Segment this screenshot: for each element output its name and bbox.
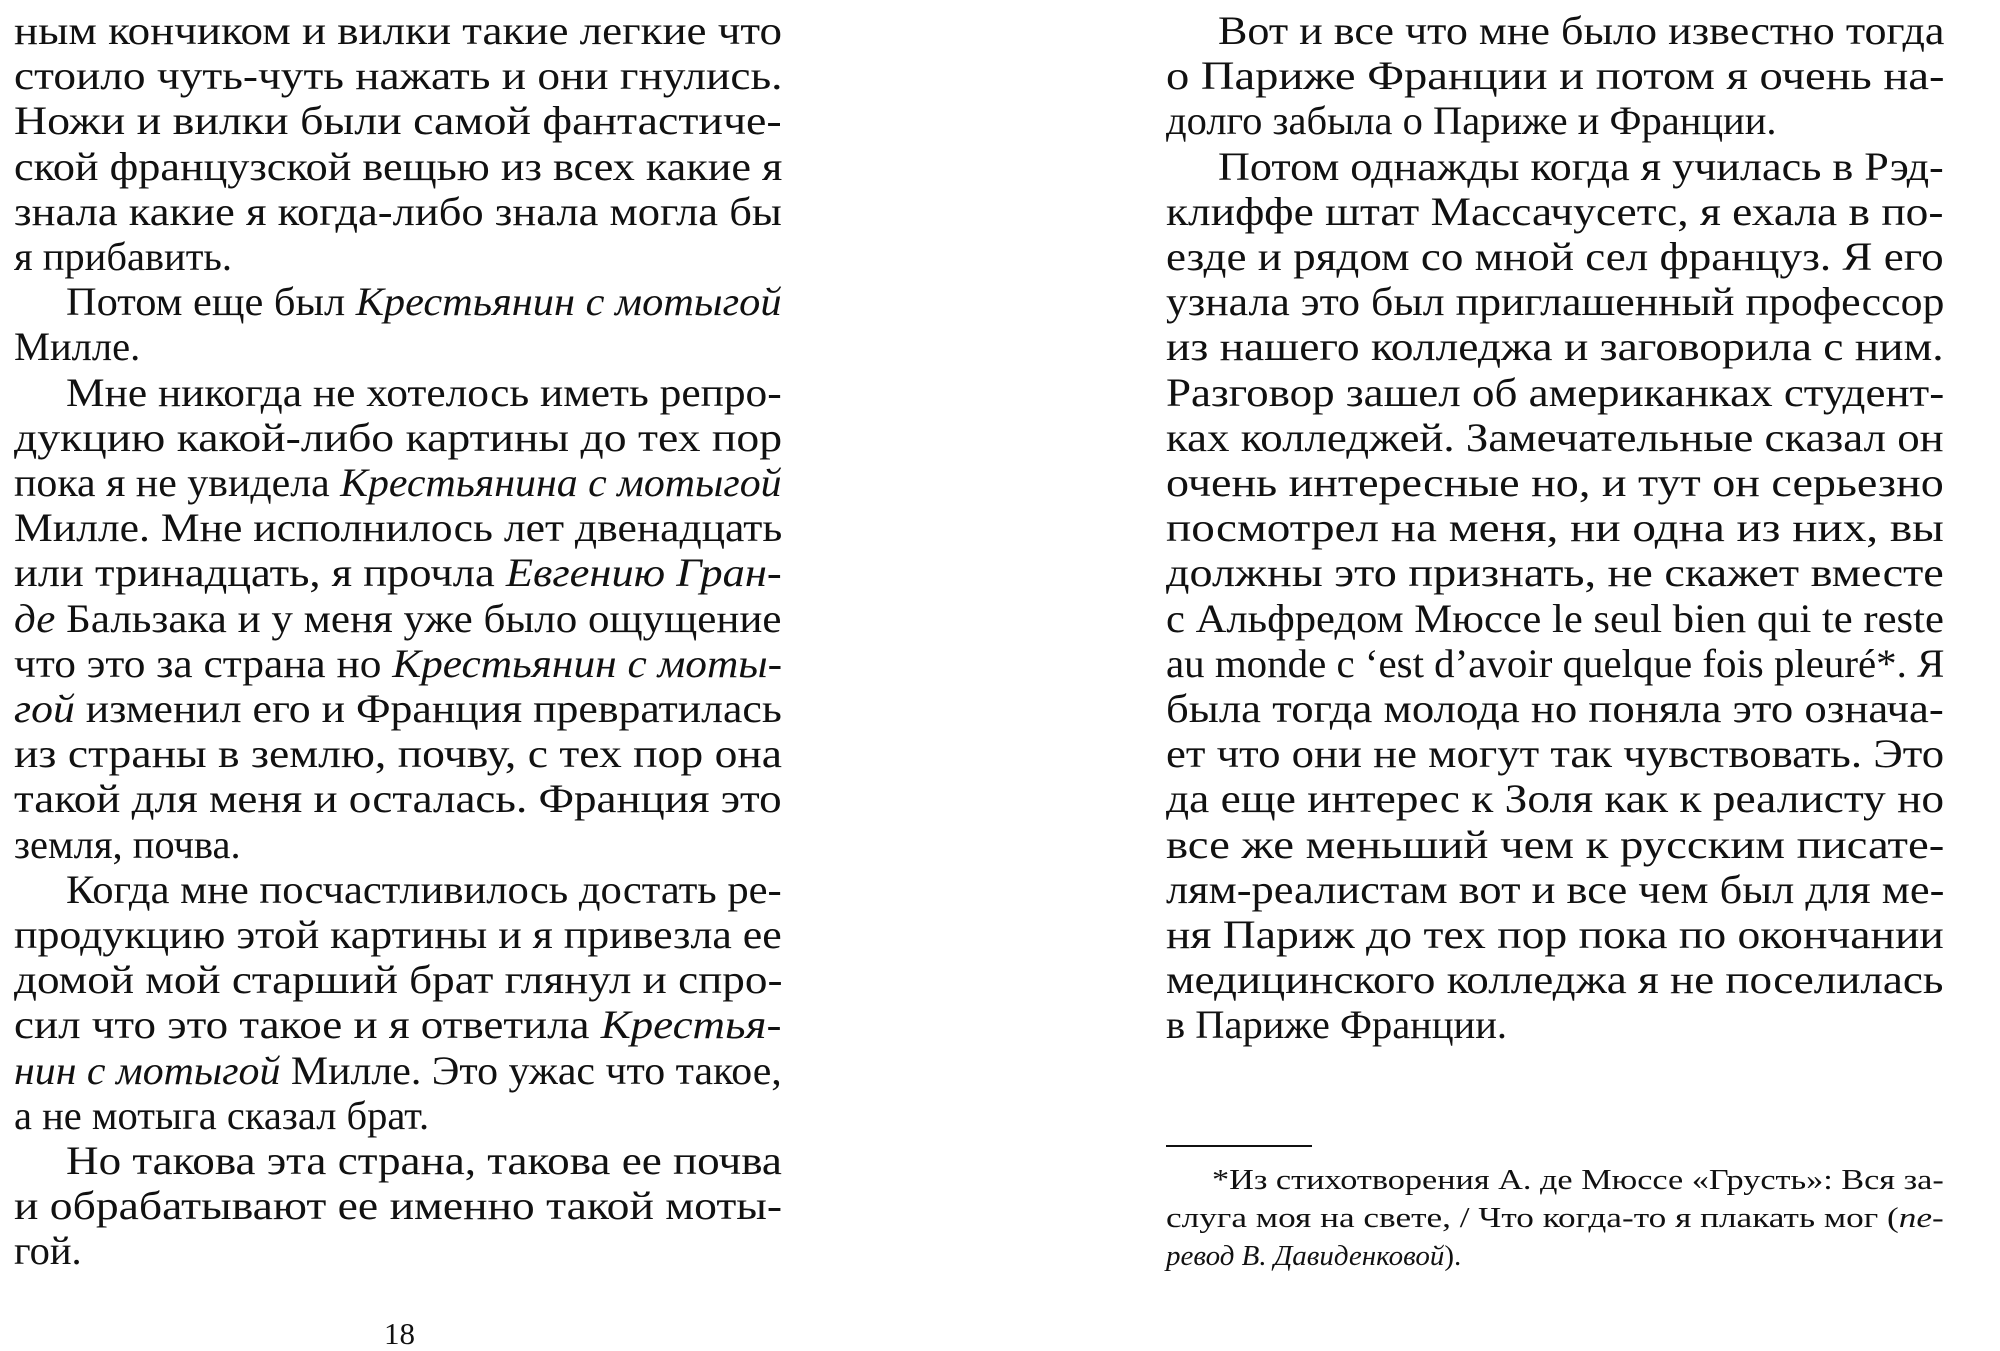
text-segment: дукцию какой-либо картины до тех пор [14, 414, 783, 460]
left-column-line [66, 279, 782, 325]
left-column-line [14, 957, 782, 1003]
text-segment: знала какие я когда-либо знала могла бы [14, 188, 782, 234]
text-segment: такой для меня и осталась. Франция это [14, 776, 782, 822]
text-segment: Мне никогда не хотелось иметь репро- [66, 369, 782, 415]
text-segment: продукцию этой картины и я привезла ее [14, 912, 782, 957]
left-column-line [66, 370, 782, 416]
right-column-line [1166, 279, 1944, 325]
text-segment: сил что это такое и я ответила [14, 1002, 601, 1048]
left-column-line [66, 1138, 782, 1184]
left-column-line [14, 1002, 781, 1048]
text-segment: о Париже Франции и потом я очень на- [1166, 53, 1945, 99]
footnote-divider [1166, 1145, 1312, 1147]
left-column-line [14, 1093, 429, 1139]
text-segment: Вот и все что мне было известно тогда [1218, 8, 1945, 53]
right-column-line [1166, 98, 1777, 144]
left-column-line [14, 1228, 82, 1274]
left-column-line [66, 867, 782, 913]
text-segment: из нашего колледжа и заговорила с ним. [1166, 324, 1944, 370]
left-column-line [14, 596, 781, 642]
left-column-line [14, 1048, 782, 1094]
text-segment: и обрабатывают ее именно такой моты- [14, 1183, 783, 1229]
text-segment: в Париже Франции. [1166, 1002, 1507, 1048]
italic-text: нин с мотыгой [14, 1047, 281, 1093]
text-segment: лям-реалистам вот и все чем был для ме- [1166, 866, 1945, 912]
left-column-line [14, 731, 782, 777]
italic-text: Крестья- [600, 1002, 782, 1048]
italic-text: пе- [1898, 1202, 1944, 1234]
text-segment: Ножи и вилки были самой фантастиче- [14, 98, 782, 144]
text-segment: Потом однажды когда я училась в Рэд- [1218, 143, 1944, 189]
right-column-line [1166, 776, 1944, 822]
left-column-line [14, 641, 782, 687]
text-segment: Разговор зашел об американках студент- [1166, 369, 1945, 415]
text-segment: au monde c ‘est d’avoir quelque fois pleuré*. Я [1166, 640, 1945, 686]
text-segment: домой мой старший брат глянул и спро- [14, 957, 783, 1003]
text-segment: долго забыла о Париже и Франции. [1166, 98, 1777, 144]
text-segment: а не мотыга сказал брат. [14, 1092, 430, 1138]
text-segment: езде и рядом со мной сел француз. Я его [1166, 234, 1944, 279]
text-segment: посмотрел на меня, ни одна из них, вы [1166, 505, 1944, 551]
right-column-line [1166, 822, 1944, 868]
right-column-line [1166, 505, 1944, 551]
right-column-line [1218, 144, 1944, 190]
right-column-line [1166, 550, 1944, 596]
text-segment: стоило чуть-чуть нажать и они гнулись. [14, 53, 783, 99]
left-column-line [14, 144, 782, 190]
italic-text: ревод В. Давиденковой [1166, 1240, 1445, 1272]
text-segment: Когда мне посчастливилось достать ре- [66, 866, 782, 912]
text-segment: я прибавить. [14, 234, 233, 279]
footnote-line [1166, 1239, 1461, 1273]
text-segment: узнала это был приглашенный профессор [1166, 279, 1945, 325]
right-column-line [1166, 189, 1943, 235]
left-column-line [14, 912, 782, 958]
right-column-line [1166, 596, 1944, 642]
text-segment: Милле. [14, 324, 141, 370]
left-column-line [14, 822, 241, 868]
text-segment: медицинского колледжа я не поселилась [1166, 957, 1944, 1003]
text-segment: очень интересные но, и тут он серьезно [1166, 460, 1944, 505]
text-segment: Бальзака и у меня уже было ощущение [55, 595, 782, 641]
right-column-line [1166, 234, 1944, 280]
right-column-line [1166, 641, 1944, 687]
right-column-line [1166, 370, 1944, 416]
text-segment: из страны в землю, почву, с тех пор она [14, 731, 783, 777]
left-column-line [14, 550, 782, 596]
footnote-line [1212, 1163, 1944, 1197]
page-number: 18 [384, 1316, 415, 1351]
italic-text: Евгению Гран- [505, 550, 782, 596]
italic-text: Крестьянин с мотыгой [355, 279, 782, 325]
right-column-line [1166, 324, 1944, 370]
right-column-line [1166, 460, 1944, 506]
text-segment: с Альфредом Мюссе le seul bien qui te reste [1166, 595, 1944, 641]
text-segment: изменил его и Франция превратилась [74, 686, 782, 731]
text-segment: ным кончиком и вилки такие легкие что [14, 8, 782, 53]
text-segment: должны это признать, не скажет вместе [1166, 550, 1944, 596]
left-column-line [14, 460, 782, 506]
text-segment: земля, почва. [14, 821, 241, 867]
right-column-line [1166, 867, 1944, 913]
text-segment: ках колледжей. Замечательные сказал он [1166, 414, 1944, 460]
text-segment: клиффе штат Массачусетс, я ехала в по- [1166, 188, 1944, 234]
italic-text: гой [14, 686, 75, 731]
text-segment: Потом еще был [66, 279, 356, 325]
right-column-line [1218, 8, 1944, 54]
text-segment: да еще интерес к Золя как к реалисту но [1166, 776, 1945, 822]
text-segment: гой. [14, 1228, 82, 1274]
right-column-line [1166, 686, 1944, 732]
right-column-line [1166, 731, 1944, 777]
text-segment: *Из стихотворения А. де Мюссе «Грусть»: Вся за- [1212, 1164, 1944, 1196]
left-column-line [14, 686, 782, 732]
right-column-line [1166, 53, 1944, 99]
left-column-line [14, 8, 782, 54]
left-column-line [14, 776, 782, 822]
text-segment: Милле. Это ужас что такое, [280, 1047, 782, 1093]
left-column-line [14, 505, 782, 551]
left-column-line [14, 234, 232, 280]
text-segment: была тогда молода но поняла это означа- [1166, 686, 1944, 731]
text-segment: ет что они не могут так чувствовать. Это [1166, 731, 1945, 777]
text-segment: ня Париж до тех пор пока по окончании [1166, 912, 1944, 957]
text-segment: что это за страна но [14, 640, 393, 686]
footnote-line [1166, 1201, 1944, 1235]
left-column-line [14, 98, 782, 144]
text-segment: слуга моя на свете, / Что когда-то я плакать мог ( [1166, 1202, 1899, 1234]
left-column-line [14, 415, 782, 461]
right-column-line [1166, 415, 1944, 461]
text-segment: все же меньший чем к русским писате- [1166, 821, 1945, 867]
right-column-line [1166, 957, 1943, 1003]
text-segment: Но такова эта страна, такова ее почва [66, 1138, 782, 1183]
text-segment: или тринадцать, я прочла [14, 550, 506, 596]
italic-text: де [14, 595, 56, 641]
text-segment: ). [1444, 1240, 1462, 1272]
text-segment: Милле. Мне исполнилось лет двенадцать [14, 505, 783, 551]
right-column-line [1166, 912, 1944, 958]
left-column-line [14, 189, 782, 235]
italic-text: Крестьянина с мотыгой [340, 460, 782, 505]
left-column-line [14, 53, 782, 99]
left-column-line [14, 1183, 782, 1229]
left-column-line [14, 324, 140, 370]
italic-text: Крестьянин с моты- [392, 640, 783, 686]
text-segment: пока я не увидела [14, 460, 341, 505]
right-column-line [1166, 1002, 1507, 1048]
text-segment: ской французской вещью из всех какие я [14, 143, 783, 189]
